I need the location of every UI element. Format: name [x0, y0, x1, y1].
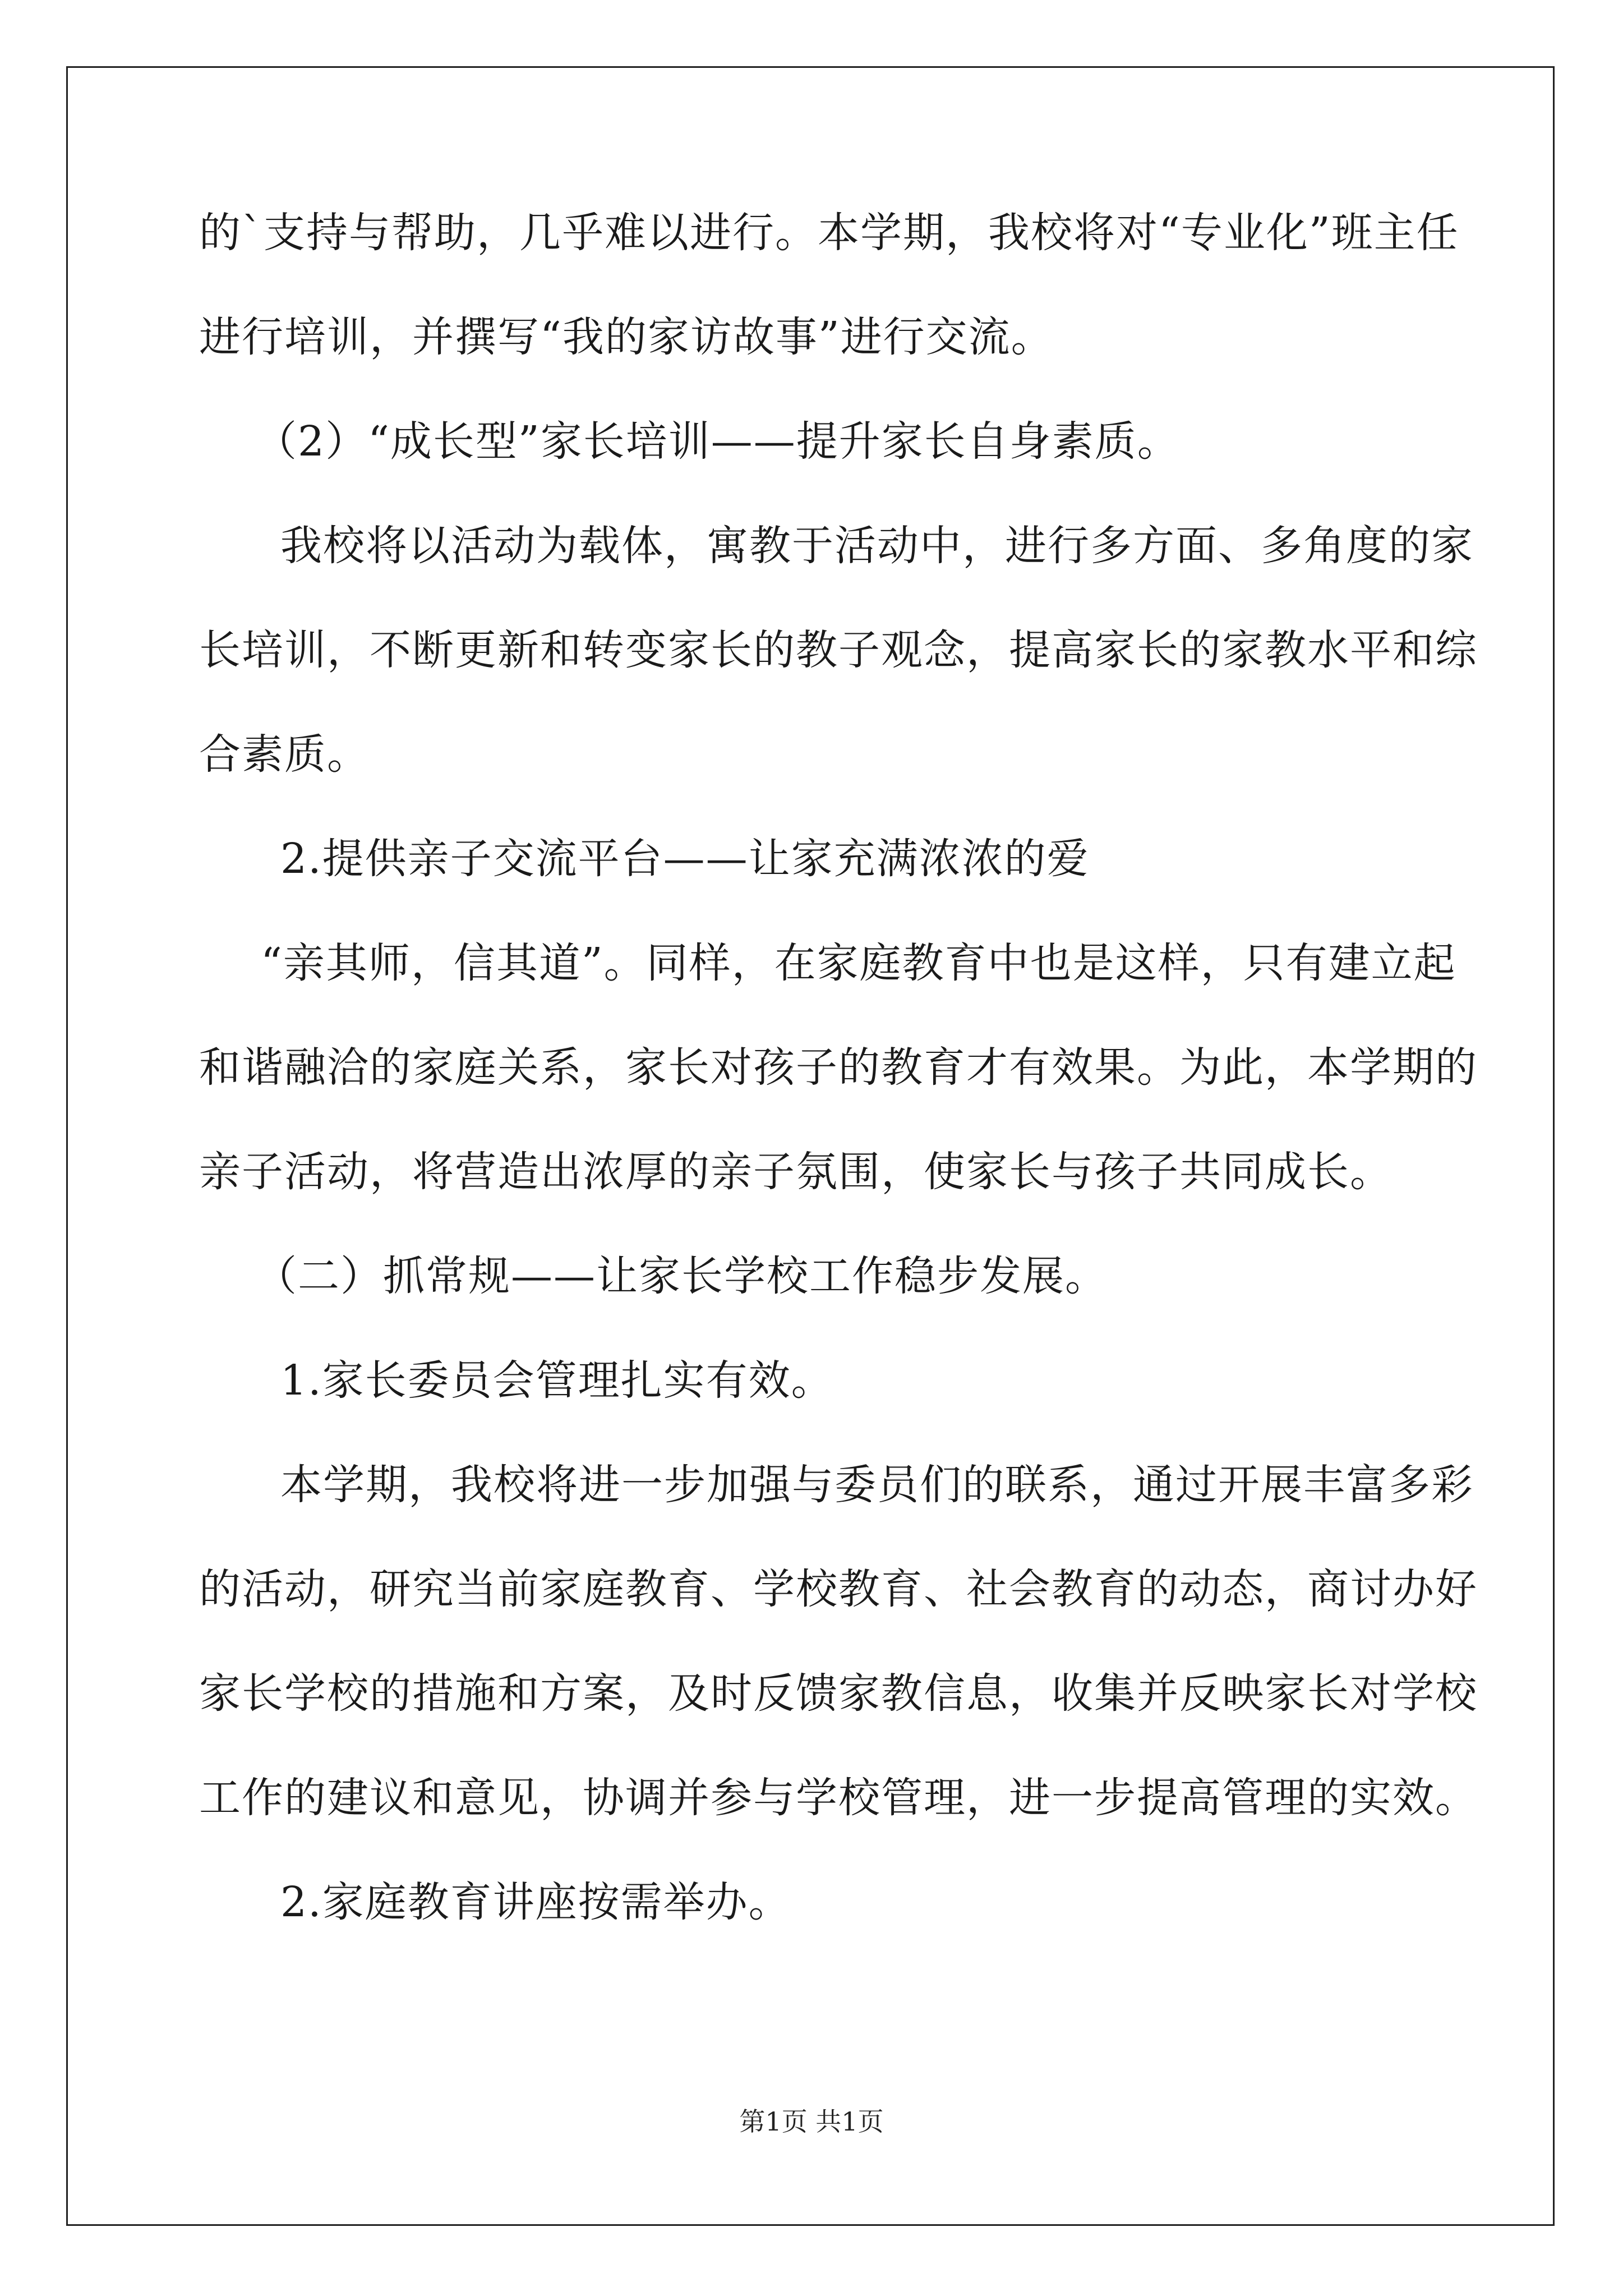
- text-line: 的`支持与帮助，几乎难以进行。本学期，我校将对“专业化”班主任: [199, 209, 1459, 257]
- text-line: 的活动，研究当前家庭教育、学校教育、社会教育的动态，商讨办好: [199, 1565, 1478, 1613]
- text-line: 2.提供亲子交流平台——让家充满浓浓的爱: [280, 835, 1090, 883]
- text-line: 亲子活动，将营造出浓厚的亲子氛围，使家长与孩子共同成长。: [199, 1148, 1393, 1196]
- text-line: 我校将以活动为载体，寓教于活动中，进行多方面、多角度的家: [280, 522, 1474, 570]
- text-line: 和谐融洽的家庭关系，家长对孩子的教育才有效果。为此，本学期的: [199, 1043, 1478, 1092]
- text-line: 进行培训，并撰写“我的家访故事”进行交流。: [199, 313, 1054, 361]
- text-line: 合素质。: [199, 730, 370, 779]
- page-footer: 第1页 共1页: [739, 2106, 884, 2137]
- text-line: 本学期，我校将进一步加强与委员们的联系，通过开展丰富多彩: [280, 1461, 1474, 1509]
- text-line: “亲其师，信其道”。同样，在家庭教育中也是这样，只有建立起: [261, 939, 1456, 987]
- text-line: 工作的建议和意见，协调并参与学校管理，进一步提高管理的实效。: [199, 1774, 1478, 1822]
- text-line: （2）“成长型”家长培训——提升家长自身素质。: [255, 417, 1180, 466]
- text-line: （二）抓常规——让家长学校工作稳步发展。: [255, 1252, 1108, 1300]
- text-line: 2.家庭教育讲座按需举办。: [280, 1878, 791, 1926]
- text-line: 1.家长委员会管理扎实有效。: [280, 1356, 834, 1405]
- text-line: 长培训，不断更新和转变家长的教子观念，提高家长的家教水平和综: [199, 626, 1478, 674]
- text-line: 家长学校的措施和方案，及时反馈家教信息，收集并反映家长对学校: [199, 1669, 1478, 1718]
